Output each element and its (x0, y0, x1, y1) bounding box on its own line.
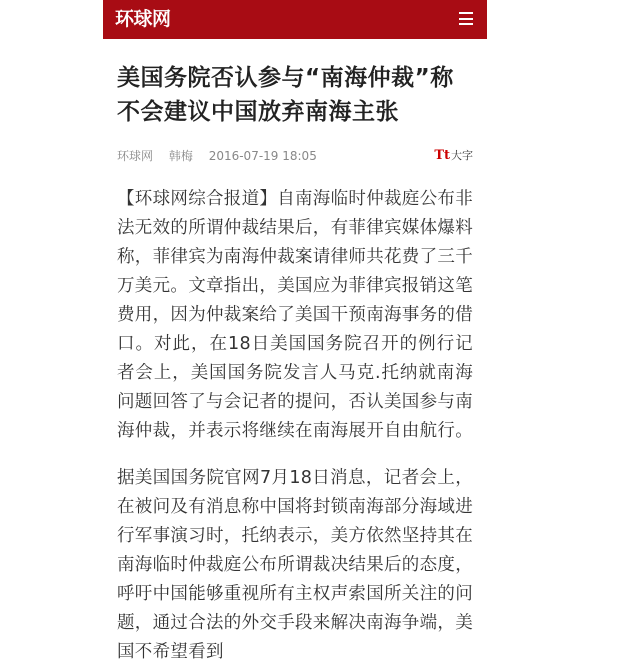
font-size-label: 大字 (451, 149, 473, 162)
hamburger-menu-icon[interactable] (459, 12, 473, 25)
article-meta (117, 147, 473, 163)
site-header (103, 0, 487, 39)
article-paragraph: 据美国国务院官网7月18日消息，记者会上，在被问及有消息称中国将封锁南海部分海域进行军事演习时，托纳表示，美方依然坚持其在南海临时仲裁庭公布所谓裁决结果后的态度，呼吁中国能够重视所有主权声索国所关注的问题，通过合法的外交手段来解决南海争端，美国不希望看到 (117, 468, 473, 662)
font-size-button[interactable] (434, 147, 473, 163)
article-datetime: 2016-07-19 18:05 (208, 149, 317, 163)
article-author: 韩梅 (168, 149, 193, 163)
site-logo[interactable]: 环球网 (115, 8, 171, 30)
article-source: 环球网 (117, 149, 154, 163)
font-size-icon: Tt (434, 148, 450, 163)
article-title: 美国务院否认参与“南海仲裁”称不会建议中国放弃南海主张 (117, 65, 454, 125)
article-column (103, 0, 487, 669)
article-paragraph: 【环球网综合报道】自南海临时仲裁庭公布非法无效的所谓仲裁结果后，有菲律宾媒体爆料称，菲律宾为南海仲裁案请律师共花费了三千万美元。文章指出，美国应为菲律宾报销这笔费用，因为仲裁案给了美国干预南海事务的借口。对此，在18日美国国务院召开的例行记者会上，美国国务院发言人马克.托纳就南海问题回答了与会记者的提问，否认美国参与南海仲裁，并表示将继续在南海展开自由航行。 (117, 189, 473, 441)
